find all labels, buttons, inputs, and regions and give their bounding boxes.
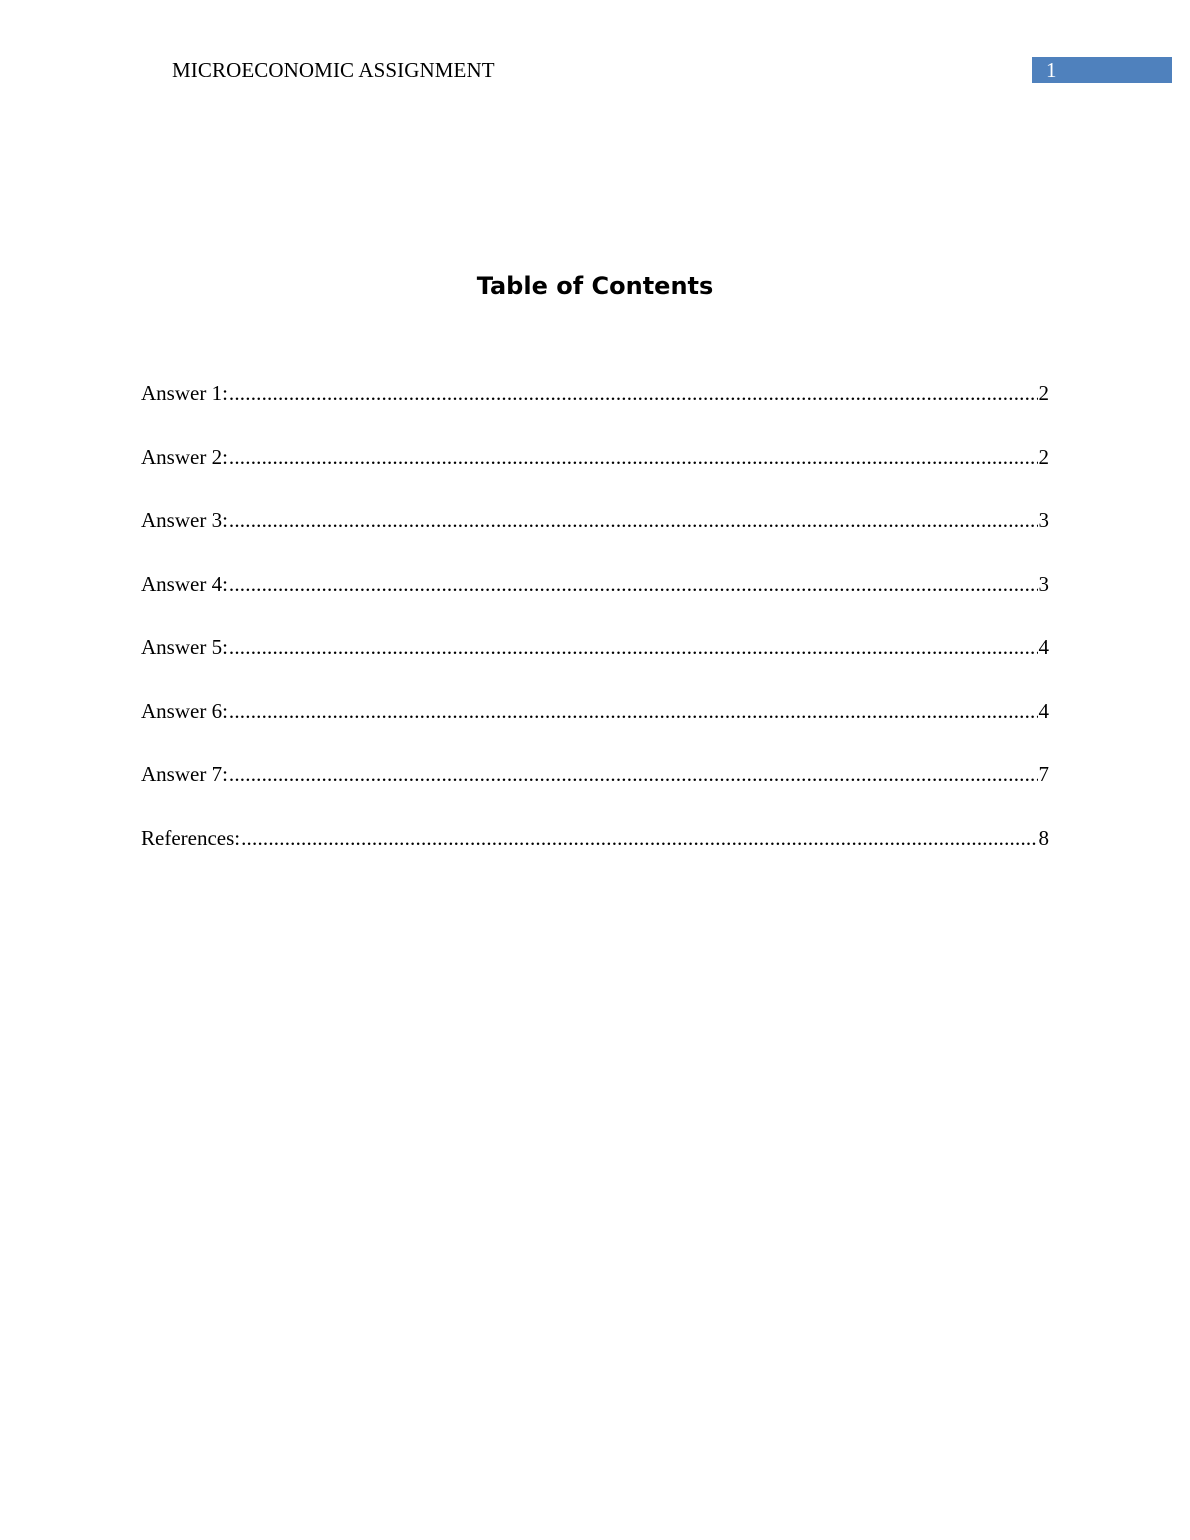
toc-entry-answer-6[interactable] xyxy=(141,696,1049,760)
toc-entry-answer-7[interactable] xyxy=(141,759,1049,823)
toc-entry-page: 3 xyxy=(1038,571,1049,596)
toc-entry-references[interactable] xyxy=(141,823,1049,887)
toc-entry-label: Answer 6: xyxy=(141,698,228,723)
header-title: MICROECONOMIC ASSIGNMENT xyxy=(172,58,495,82)
toc-entry-label: Answer 3: xyxy=(141,508,228,532)
toc-entry-page: 8 xyxy=(1038,825,1049,850)
toc-entry-answer-2[interactable] xyxy=(141,442,1049,506)
toc-entry-label: Answer 2: xyxy=(141,444,228,469)
toc-dot-leader xyxy=(229,505,1038,535)
toc-dot-leader xyxy=(229,378,1038,408)
toc-entry-answer-3[interactable] xyxy=(141,505,1049,569)
toc-entry-page: 4 xyxy=(1038,698,1049,723)
toc-entry-page: 3 xyxy=(1038,508,1049,532)
toc-dot-leader xyxy=(229,569,1038,599)
toc-dot-leader xyxy=(229,696,1038,726)
page-number: 1 xyxy=(1046,58,1057,82)
toc-dot-leader xyxy=(229,632,1038,662)
page-number-badge xyxy=(1032,57,1172,83)
toc-entry-label: Answer 7: xyxy=(141,762,228,786)
toc-entry-page: 2 xyxy=(1038,381,1049,405)
toc-list xyxy=(141,378,1049,886)
toc-entry-label: Answer 4: xyxy=(141,571,228,596)
toc-dot-leader xyxy=(229,759,1038,789)
toc-entry-page: 4 xyxy=(1038,635,1049,659)
toc-dot-leader xyxy=(229,442,1038,472)
toc-dot-leader xyxy=(241,823,1037,853)
toc-heading: Table of Contents xyxy=(476,272,714,300)
toc-entry-answer-1[interactable] xyxy=(141,378,1049,442)
toc-entry-page: 7 xyxy=(1038,762,1049,786)
toc-entry-label: References: xyxy=(141,825,241,850)
toc-entry-page: 2 xyxy=(1038,444,1049,469)
toc-entry-answer-4[interactable] xyxy=(141,569,1049,633)
toc-entry-label: Answer 1: xyxy=(141,381,228,405)
toc-entry-label: Answer 5: xyxy=(141,635,228,659)
toc-entry-answer-5[interactable] xyxy=(141,632,1049,696)
